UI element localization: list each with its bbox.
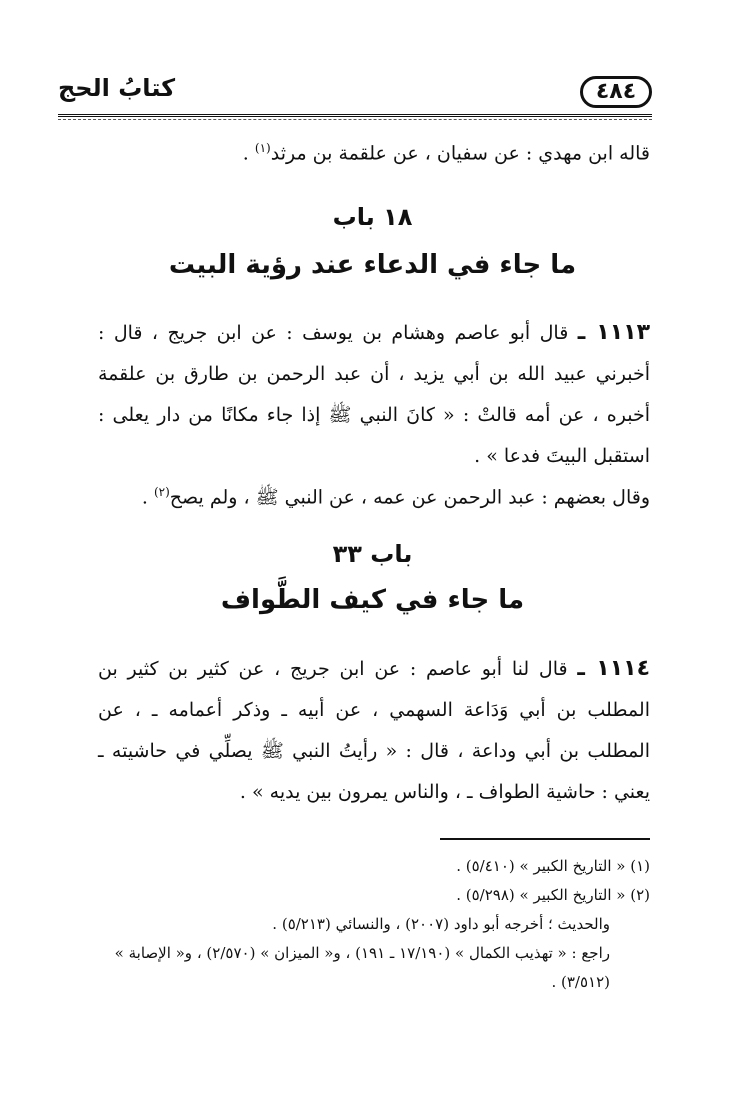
hadith-number: ١١١٤ ـ [577, 656, 650, 681]
footnote-divider [440, 838, 650, 840]
footnote-ref-1[interactable]: (١) [254, 141, 271, 155]
intro-text: قاله ابن مهدي : عن سفيان ، عن علقمة بن مرثد [270, 142, 650, 165]
hadith-1114 [98, 648, 650, 813]
intro-end: . [242, 142, 255, 165]
hadith-number: ١١١٣ ـ [577, 320, 650, 345]
chapter-title-1: ما جاء في الدعاء عند رؤية البيت [168, 250, 577, 280]
intro-paragraph [98, 128, 650, 174]
note-end: . [141, 486, 154, 509]
footnote-2-refs-cont: (٣/٥١٢) . [551, 973, 610, 991]
header-divider [58, 114, 652, 117]
book-title: كتابُ الحج [58, 74, 176, 102]
note-text: وقال بعضهم : عبد الرحمن عن عمه ، عن النبي ﷺ ، ولم يصح [169, 486, 650, 509]
chapter-number-1: ١٨ باب [332, 203, 413, 231]
footnote-2: (٢) « التاريخ الكبير » (٥/٢٩٨) . [456, 886, 650, 904]
footnote-2-source: والحديث ؛ أخرجه أبو داود (٢٠٠٧) ، والنسائي (٥/٢١٣) . [272, 915, 610, 933]
hadith-1113 [98, 312, 650, 477]
header-divider-dotted [58, 119, 652, 120]
footnotes [70, 852, 650, 997]
footnote-1: (١) « التاريخ الكبير » (٥/٤١٠) . [456, 857, 650, 875]
chapter-title-2: ما جاء في كيف الطَّواف [220, 585, 525, 615]
footnote-ref-2[interactable]: (٢) [153, 485, 170, 499]
hadith-text: قال أبو عاصم وهشام بن يوسف : عن ابن جريج ، قال : أخبرني عبيد الله بن أبي يزيد ، أن عبد الرحمن بن طارق بن علقمة أخبره ، عن أمه قالتْ : « كانَ النبي ﷺ إذا جاء مكانًا من دار يعلى : استقبل البيتَ فدعا » . [98, 322, 650, 467]
note-paragraph [98, 472, 650, 518]
page-header [58, 70, 652, 110]
hadith-text: قال لنا أبو عاصم : عن ابن جريج ، عن كثير بن كثير بن المطلب بن أبي وَدَاعة السهمي ، عن أبيه ـ وذكر أعمامه ـ ، عن المطلب بن أبي وداعة ، قال : « رأيتُ النبي ﷺ يصلِّي في حاشيته ـ يعني : حاشية الطواف ـ ، والناس يمرون بين يديه » . [98, 658, 650, 803]
page-number: ٤٨٤ [580, 76, 652, 108]
footnote-2-refs: راجع : « تهذيب الكمال » (١٧/١٩٠ ـ ١٩١) ، و« الميزان » (٢/٥٧٠) ، و« الإصابة » [114, 944, 610, 962]
chapter-number-2: باب ٣٣ [332, 540, 413, 568]
